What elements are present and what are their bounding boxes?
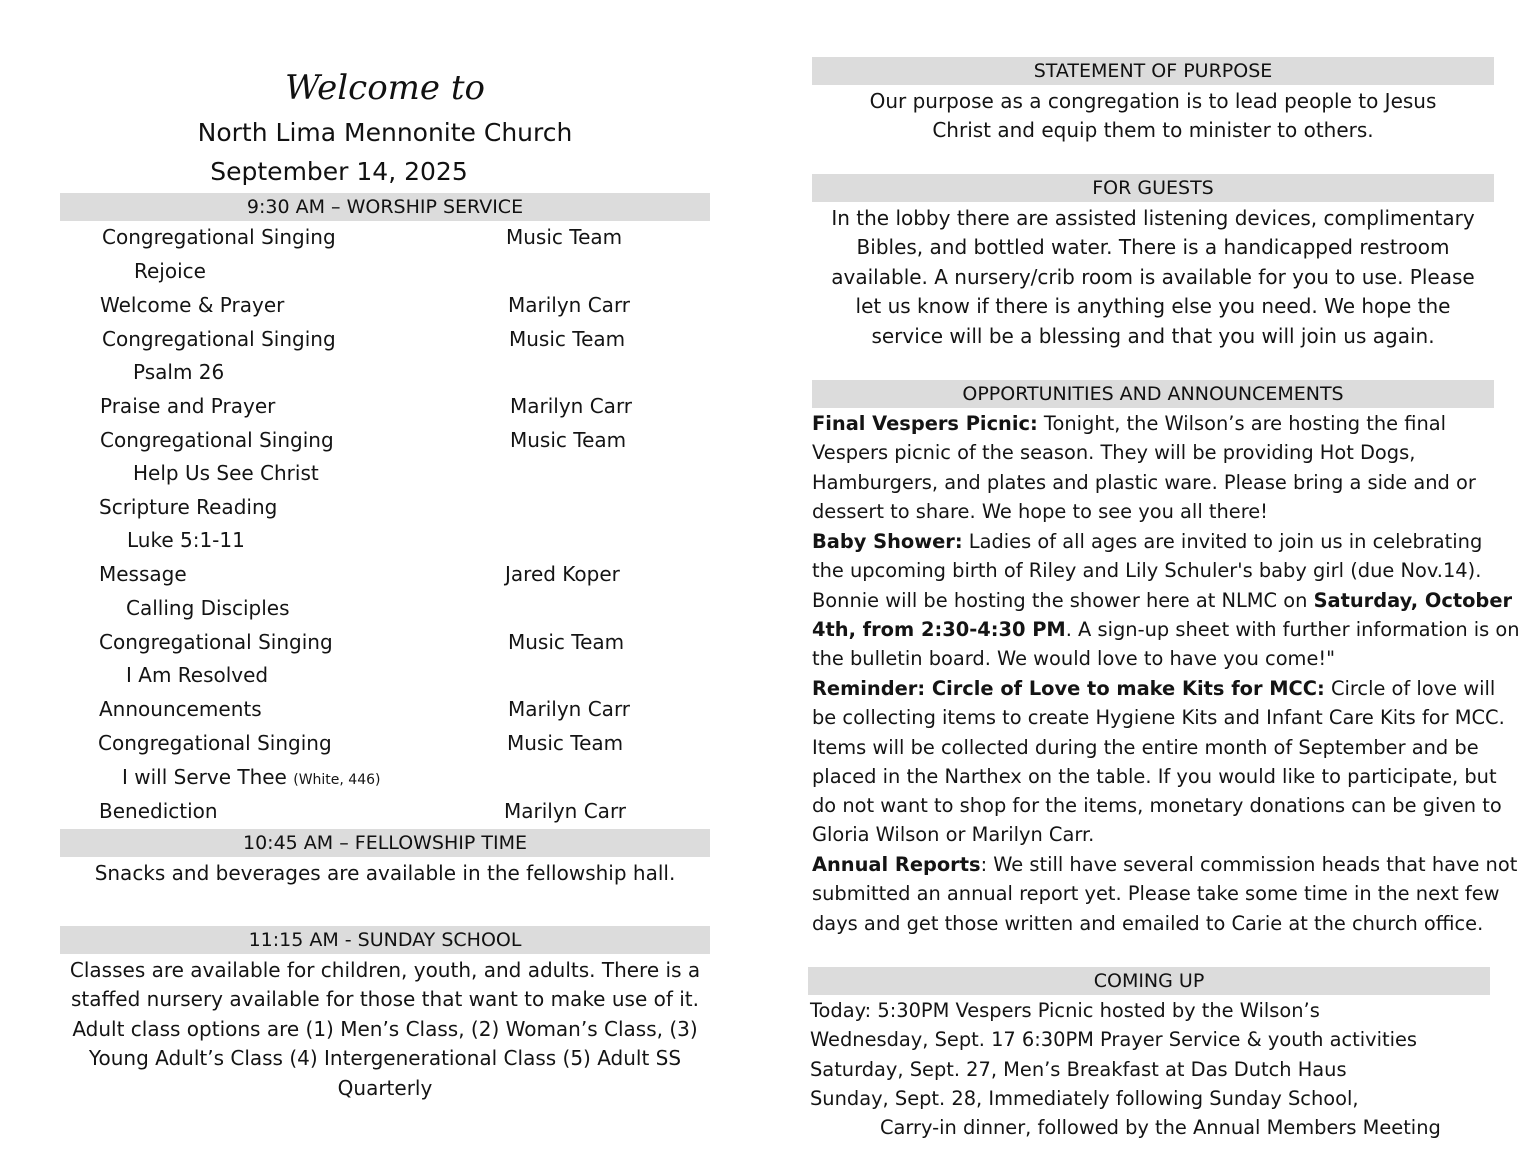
worship-leader: Marilyn Carr [510, 394, 633, 418]
baby-shower-date: Saturday, October 4th, from 2:30-4:30 PM [812, 588, 1513, 641]
worship-item: I Am Resolved [126, 663, 269, 687]
worship-row [60, 762, 710, 792]
sunday-school-line: staffed nursery available for those that want to make use of it. [70, 987, 699, 1012]
fellowship-text: Snacks and beverages are available in the fellowship hall. [94, 861, 676, 885]
announcements-header: OPPORTUNITIES AND ANNOUNCEMENTS [812, 380, 1494, 408]
vespers-announcement [812, 409, 1520, 526]
purpose-line: Our purpose as a congregation is to lead people to Jesus [869, 89, 1437, 113]
worship-row [60, 492, 710, 522]
coming-up-item: Saturday, Sept. 27, Men’s Breakfast at Das Dutch Haus [810, 1057, 1347, 1081]
worship-item: Luke 5:1-11 [127, 528, 245, 552]
worship-item: Help Us See Christ [133, 461, 319, 485]
worship-leader: Music Team [509, 327, 626, 351]
worship-leader: Marilyn Carr [504, 799, 627, 823]
worship-item: Praise and Prayer [100, 394, 276, 418]
sunday-school-line: Young Adult’s Class (4) Intergenerational Class (5) Adult SS [88, 1046, 682, 1071]
worship-row [60, 525, 710, 555]
baby-shower-title: Baby Shower: [812, 530, 963, 553]
sunday-school-line: Classes are available for children, youth, and adults. There is a [69, 958, 701, 982]
sunday-school-header: 11:15 AM - SUNDAY SCHOOL [60, 926, 710, 954]
worship-item: I will Serve Thee [122, 765, 287, 789]
worship-row [60, 559, 710, 589]
worship-item: Congregational Singing [100, 428, 334, 452]
annual-reports-announcement [812, 850, 1520, 938]
baby-shower-text: Ladies of all ages are invited to join us in celebrating the upcoming birth of Riley and Lily Schuler's baby girl (due Nov.14). Bonnie will be hosting the shower here at NLMC on [812, 530, 1483, 612]
worship-item: Announcements [99, 697, 262, 721]
service-date: September 14, 2025 [210, 157, 468, 186]
worship-row [60, 425, 710, 455]
worship-row [60, 290, 710, 320]
mcc-kits-title: Reminder: Circle of Love to make Kits for MCC: [812, 677, 1325, 700]
worship-row [60, 593, 710, 623]
church-name: North Lima Mennonite Church [197, 118, 573, 147]
worship-row [60, 391, 710, 421]
sunday-school-line: Adult class options are (1) Men’s Class, (2) Woman’s Class, (3) [72, 1016, 698, 1041]
worship-leader: Music Team [508, 630, 625, 654]
coming-up-item: Sunday, Sept. 28, Immediately following Sunday School, [810, 1086, 1359, 1110]
coming-up-header: COMING UP [808, 967, 1490, 995]
guests-header: FOR GUESTS [812, 174, 1494, 202]
mcc-kits-announcement [812, 674, 1520, 850]
coming-up-item: Carry-in dinner, followed by the Annual Members Meeting [880, 1116, 1441, 1140]
guests-line: let us know if there is anything else you need. We hope the [855, 294, 1451, 319]
worship-item: Benediction [99, 799, 218, 823]
guests-line: Bibles, and bottled water. There is a handicapped restroom [856, 235, 1450, 260]
coming-up-list [810, 996, 1520, 1142]
worship-row [60, 458, 710, 488]
coming-up-item: Today: 5:30PM Vespers Picnic hosted by the Wilson’s [810, 999, 1320, 1022]
worship-row [60, 627, 710, 657]
worship-item-with-note [122, 762, 381, 795]
worship-item: Congregational Singing [99, 630, 333, 654]
worship-leader: Marilyn Carr [508, 293, 631, 317]
worship-item: Message [99, 562, 187, 586]
guests-line: available. A nursery/crib room is available for you to use. Please [831, 264, 1475, 289]
guests-line: service will be a blessing and that you will join us again. [871, 323, 1435, 348]
worship-item: Congregational Singing [102, 327, 336, 351]
purpose-text [812, 87, 1494, 146]
vespers-text: Tonight, the Wilson’s are hosting the final Vespers picnic of the season. They will be providing Hot Dogs, Hamburgers, and plates and plastic ware. Please bring a side and or dessert to share. We hope to see you all there! [812, 412, 1476, 523]
fellowship-header: 10:45 AM – FELLOWSHIP TIME [60, 829, 710, 857]
purpose-header: STATEMENT OF PURPOSE [812, 57, 1494, 85]
coming-up-item: Wednesday, Sept. 17 6:30PM Prayer Service & youth activities [810, 1028, 1417, 1052]
mcc-kits-text: Circle of love will be collecting items to create Hygiene Kits and Infant Care Kits for MCC. Items will be collected during the entire month of September and be placed in the Narthex on the table. If you would like to participate, but do not want to shop for the items, monetary donations can be given to Gloria Wilson or Marilyn Carr. [812, 677, 1505, 847]
worship-row [60, 694, 710, 724]
worship-row [60, 796, 710, 826]
worship-item: Congregational Singing [102, 225, 336, 249]
annual-reports-text: : We still have several commission heads that have not submitted an annual report yet. Please take some time in the next few days and get those written and emailed to Carie at the church office. [812, 853, 1518, 935]
worship-item: Welcome & Prayer [100, 293, 285, 317]
worship-row [60, 357, 710, 387]
vespers-title: Final Vespers Picnic: [812, 412, 1038, 435]
worship-leader: Jared Koper [505, 562, 620, 586]
hymnal-reference: (White, 446) [293, 772, 381, 788]
worship-row [60, 728, 710, 758]
baby-shower-announcement [812, 527, 1520, 673]
purpose-line: Christ and equip them to minister to others. [932, 118, 1374, 143]
worship-leader: Marilyn Carr [508, 697, 631, 721]
worship-row [60, 222, 710, 252]
worship-row [60, 660, 710, 690]
worship-item: Scripture Reading [99, 495, 278, 519]
worship-leader: Music Team [510, 428, 627, 452]
worship-row [60, 256, 710, 286]
sunday-school-line: Quarterly [337, 1075, 433, 1100]
worship-row [60, 324, 710, 354]
worship-leader: Music Team [506, 225, 623, 249]
guests-line: In the lobby there are assisted listening devices, complimentary [831, 206, 1475, 230]
worship-service-header: 9:30 AM – WORSHIP SERVICE [60, 193, 710, 221]
welcome-heading: Welcome to [285, 68, 485, 108]
worship-item: Rejoice [134, 259, 206, 283]
guests-text [812, 204, 1494, 351]
worship-item: Psalm 26 [133, 360, 225, 384]
baby-shower-text-end: . A sign-up sheet with further information is on the bulletin board. We would love to have you come!" [812, 617, 1520, 671]
sunday-school-text [60, 956, 710, 1103]
worship-item: Congregational Singing [98, 731, 332, 755]
annual-reports-title: Annual Reports [812, 853, 981, 876]
worship-leader: Music Team [507, 731, 624, 755]
worship-item: Calling Disciples [126, 596, 290, 620]
